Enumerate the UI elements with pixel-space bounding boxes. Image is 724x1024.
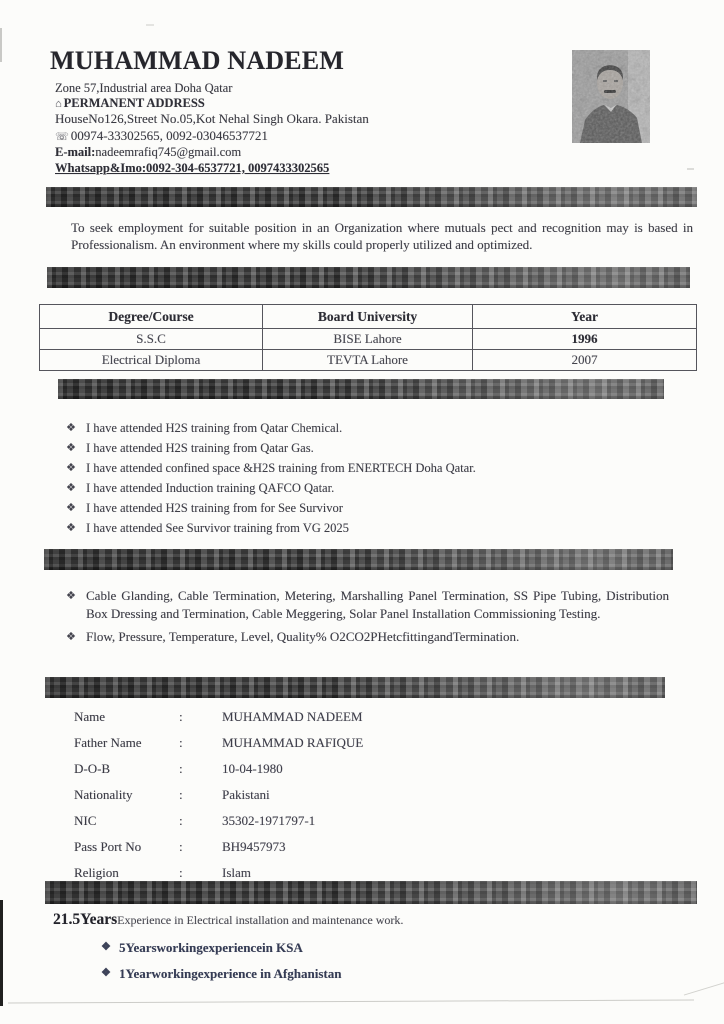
training-text: I have attended See Survivor training from VG 2025: [86, 521, 349, 535]
table-row: [40, 329, 697, 350]
list-item: [66, 628, 672, 646]
personal-row-nationality: [74, 787, 494, 813]
training-text: I have attended H2S training from for See Survivor: [86, 501, 343, 515]
diamond-bullet-icon: ❖: [66, 522, 76, 534]
field-separator: :: [179, 865, 183, 880]
experience-years: 21.5Years: [53, 911, 118, 928]
diamond-bullet-icon: ❖: [66, 462, 76, 474]
diamond-bullet-icon: ❖: [101, 941, 111, 953]
field-separator: :: [179, 761, 183, 776]
objective-line-1: To seek employment for suitable position in an Organization where mutuals pect and recognition may is based in: [71, 220, 693, 235]
objective-paragraph: [71, 220, 693, 253]
list-item: [66, 478, 666, 498]
training-text: I have attended confined space &H2S training from ENERTECH Doha Qatar.: [86, 461, 476, 475]
profile-photo-image: [572, 50, 650, 143]
phone-numbers-line: [55, 128, 268, 144]
home-icon: ⌂: [55, 98, 62, 110]
objective-line-2: Professionalism. An environment where my skills could properly utilized and optimized.: [71, 236, 533, 252]
list-item: [66, 438, 666, 458]
candidate-name: MUHAMMAD NADEEM: [50, 46, 345, 75]
scan-smudge: [687, 168, 694, 170]
scan-crease-diagonal: [684, 981, 724, 995]
list-item: [101, 940, 303, 956]
field-label: Pass Port No: [74, 839, 142, 854]
experience-summary: Experience in Electrical installation and maintenance work.: [117, 913, 404, 927]
field-separator: :: [179, 787, 183, 802]
field-label: Religion: [74, 865, 119, 880]
education-table: [39, 304, 697, 371]
redacted-section-bar-skills: [44, 549, 673, 570]
field-separator: :: [179, 709, 183, 724]
scan-crease-line: [8, 1000, 694, 1004]
personal-row-passport: [74, 839, 494, 865]
personal-row-name: [74, 709, 494, 735]
field-label: Nationality: [74, 787, 133, 802]
field-value: MUHAMMAD RAFIQUE: [222, 735, 364, 750]
personal-details: [74, 709, 494, 891]
list-item: [101, 966, 341, 982]
diamond-bullet-icon: ❖: [66, 631, 76, 643]
phone-icon: ☏: [55, 131, 69, 143]
email-line: [55, 145, 241, 160]
redacted-section-bar-trainings: [58, 379, 664, 399]
field-value: Pakistani: [222, 787, 270, 802]
skill-text: Cable Glanding, Cable Termination, Metering, Marshalling Panel Termination, SS Pipe Tubing, Distribution Box Dressing and Termination, Cable Meggering, Solar Panel Installation Commissioning Testing.: [86, 588, 669, 621]
experience-summary-line: [53, 911, 403, 929]
personal-row-dob: [74, 761, 494, 787]
trainings-list: [66, 418, 666, 538]
field-value: BH9457973: [222, 839, 286, 854]
redacted-section-bar-education: [47, 267, 690, 288]
scan-smudge: [0, 28, 2, 62]
field-value: MUHAMMAD NADEEM: [222, 709, 363, 724]
education-year: 1996: [473, 329, 697, 350]
redacted-section-bar-personal: [45, 677, 665, 698]
education-year: 2007: [473, 350, 697, 371]
personal-row-father-name: [74, 735, 494, 761]
field-value: Islam: [222, 865, 251, 880]
permanent-address-label: PERMANENT ADDRESS: [63, 96, 205, 110]
diamond-bullet-icon: ❖: [66, 442, 76, 454]
diamond-bullet-icon: ❖: [66, 590, 76, 602]
field-label: Name: [74, 709, 106, 724]
education-header-row: [40, 305, 697, 329]
skills-list: [66, 587, 672, 651]
email-label: E-mail:: [55, 145, 96, 159]
table-row: [40, 350, 697, 371]
skill-text: Flow, Pressure, Temperature, Level, Quality% O2CO2PHetcfittingandTermination.: [86, 629, 520, 644]
diamond-bullet-icon: ❖: [66, 422, 76, 434]
list-item: [66, 458, 666, 478]
diamond-bullet-icon: ❖: [66, 482, 76, 494]
list-item: [66, 498, 666, 518]
education-header-degree: Degree/Course: [40, 305, 263, 329]
diamond-bullet-icon: ❖: [101, 967, 111, 979]
education-degree: S.S.C: [40, 329, 263, 350]
phone-numbers: 00974-33302565, 0092-03046537721: [70, 128, 268, 143]
personal-row-religion: [74, 865, 494, 891]
personal-row-nic: [74, 813, 494, 839]
whatsapp-imo-line: Whatsapp&Imo:0092-304-6537721, 0097433302565: [55, 161, 330, 175]
list-item: [66, 518, 666, 538]
profile-photo: [572, 50, 650, 143]
education-header-board: Board University: [263, 305, 473, 329]
field-value: 35302-1971797-1: [222, 813, 316, 828]
field-value: 10-04-1980: [222, 761, 283, 776]
field-label: NIC: [74, 813, 97, 828]
list-item: [66, 587, 672, 623]
experience-item-text: 5Yearsworkingexperiencein KSA: [119, 940, 303, 955]
field-label: D-O-B: [74, 761, 111, 776]
scan-smudge: [146, 24, 154, 26]
experience-item-text: 1Yearworkingexperience in Afghanistan: [119, 966, 342, 981]
address-zone-line: Zone 57,Industrial area Doha Qatar: [55, 81, 233, 95]
field-separator: :: [179, 839, 183, 854]
diamond-bullet-icon: ❖: [66, 502, 76, 514]
permanent-address-heading: [55, 96, 205, 111]
training-text: I have attended Induction training QAFCO Qatar.: [86, 481, 335, 495]
education-header-year: Year: [473, 305, 697, 329]
training-text: I have attended H2S training from Qatar Chemical.: [86, 421, 343, 435]
scan-edge-strip: [0, 900, 3, 1006]
list-item: [66, 418, 666, 438]
field-label: Father Name: [74, 735, 142, 750]
education-degree: Electrical Diploma: [40, 350, 263, 371]
redacted-section-bar-objective: [46, 187, 697, 207]
education-board: BISE Lahore: [263, 329, 473, 350]
field-separator: :: [179, 813, 183, 828]
training-text: I have attended H2S training from Qatar Gas.: [86, 441, 314, 455]
email-value: nadeemrafiq745@gmail.com: [95, 145, 242, 159]
field-separator: :: [179, 735, 183, 750]
education-board: TEVTA Lahore: [263, 350, 473, 371]
home-address-line: HouseNo126,Street No.05,Kot Nehal Singh Okara. Pakistan: [55, 111, 369, 126]
